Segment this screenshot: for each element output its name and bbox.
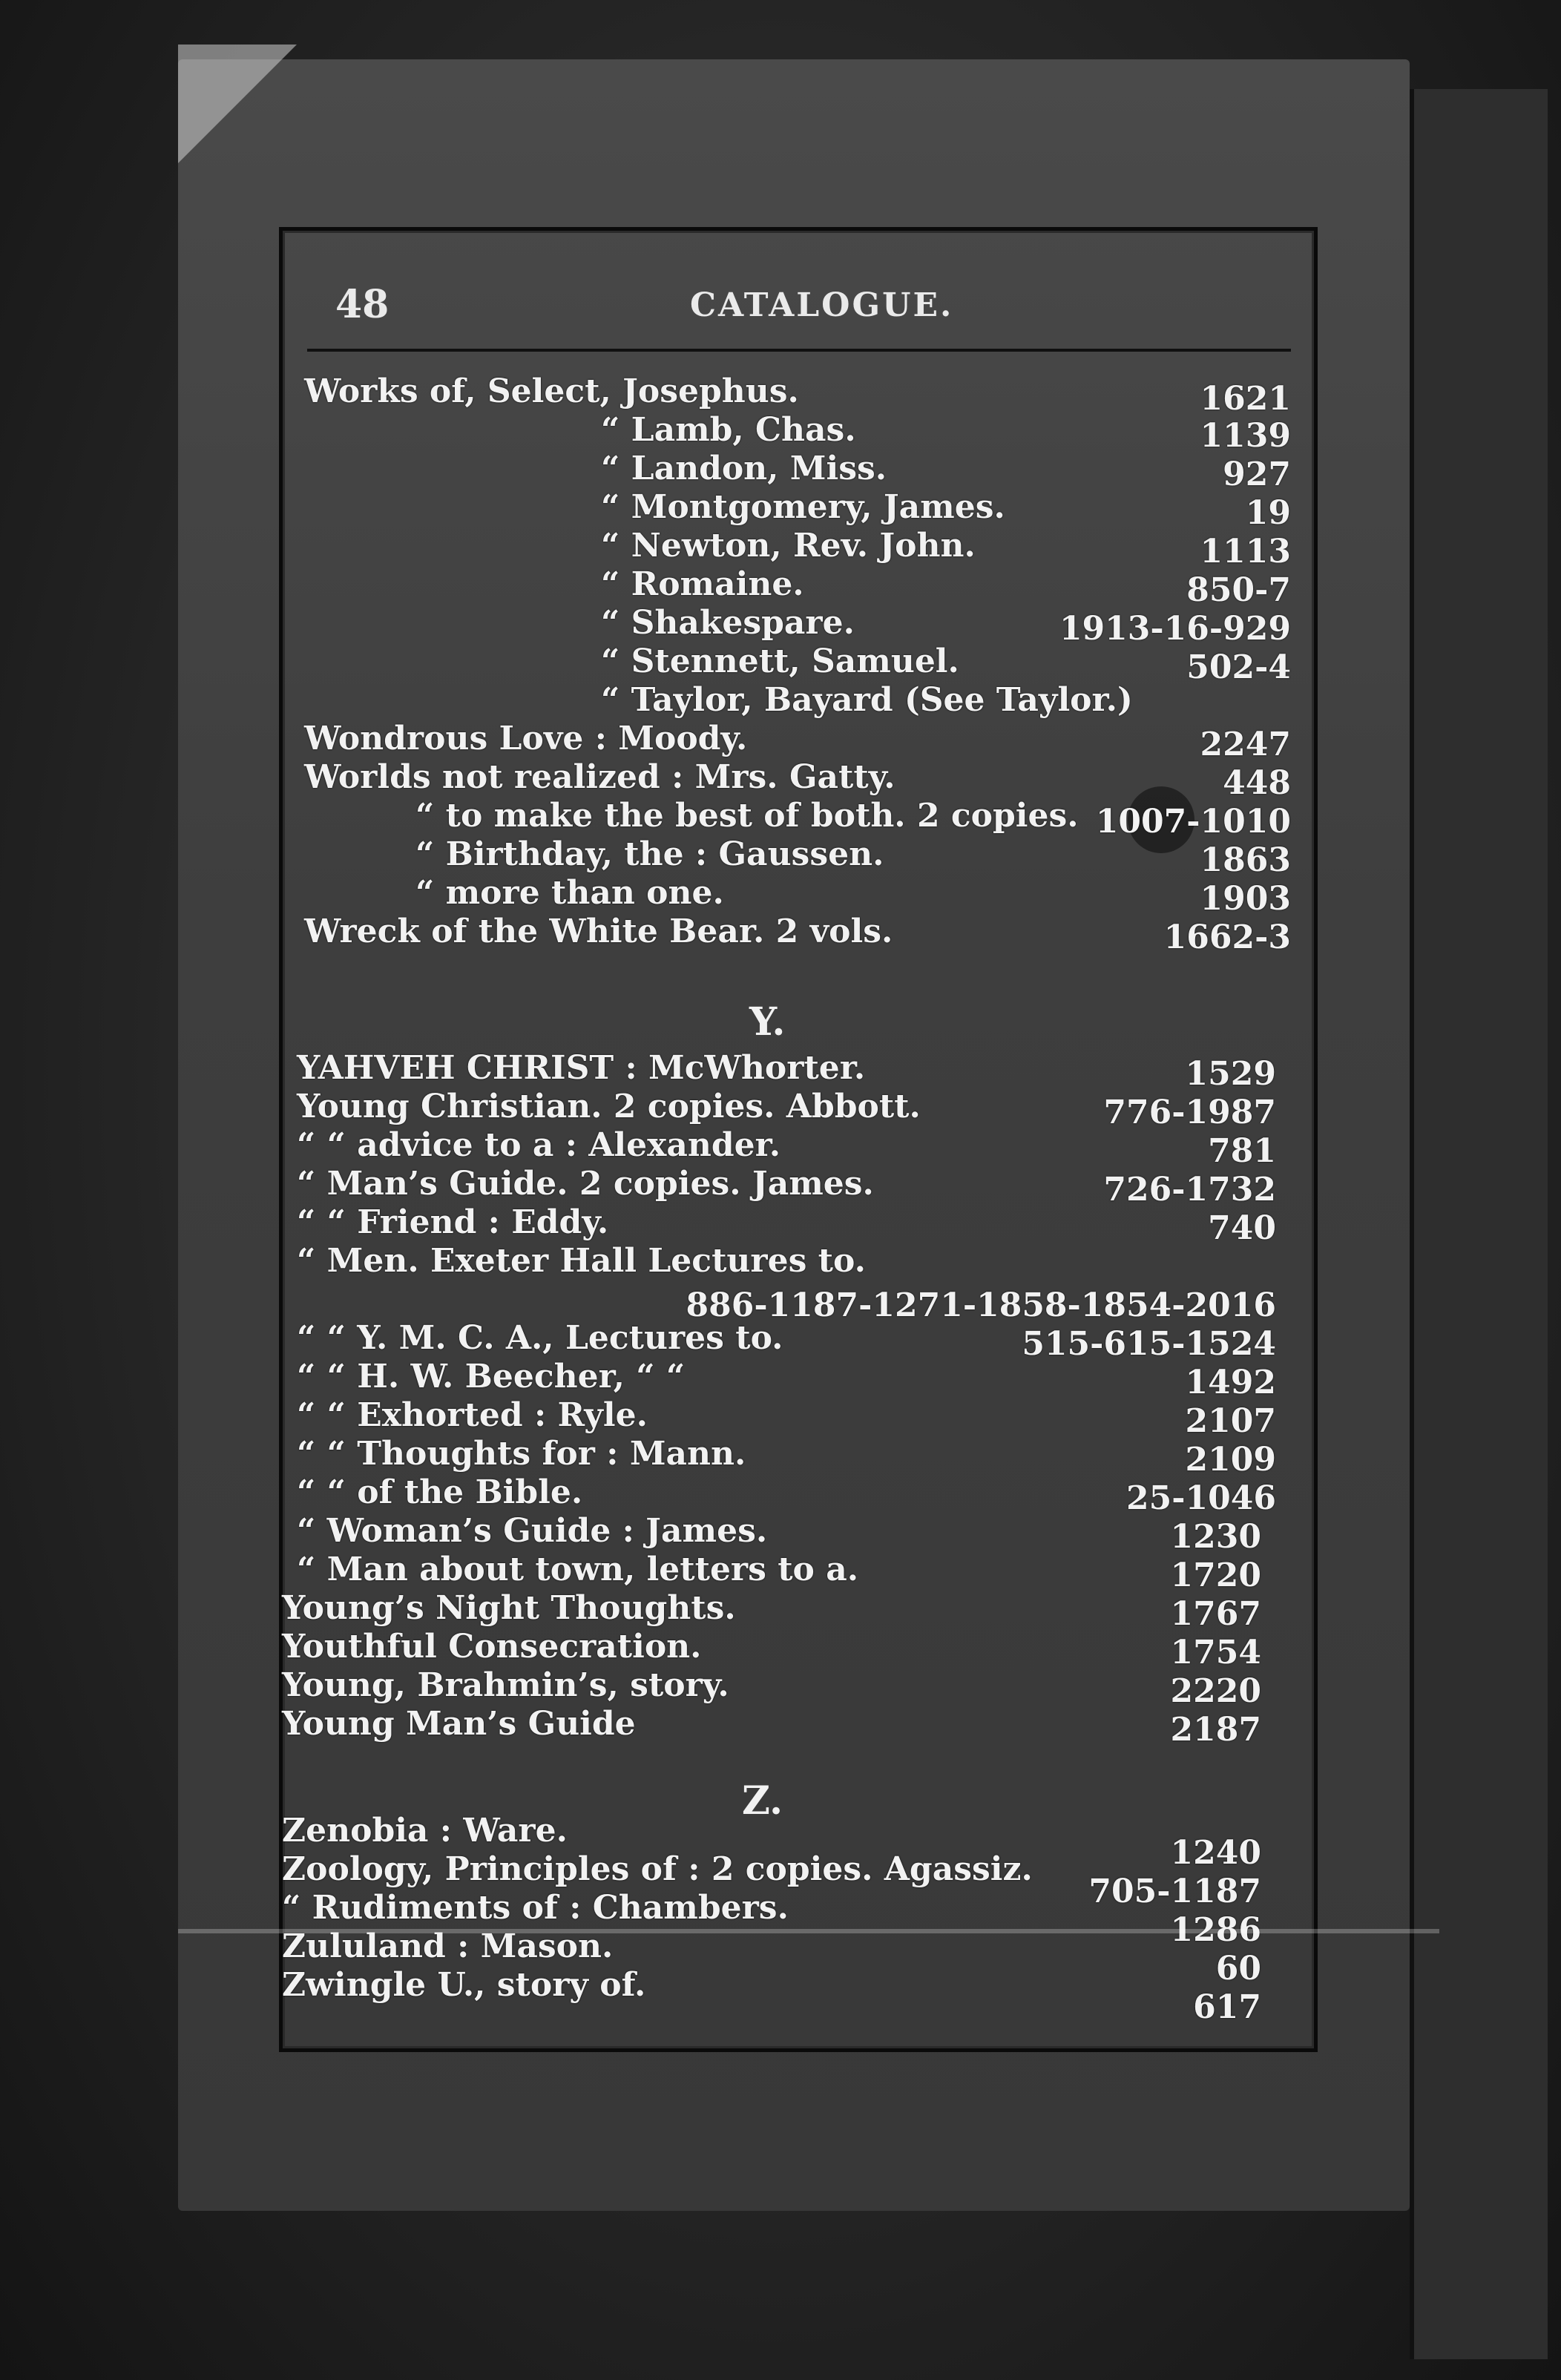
entry-title: Young’s Night Thoughts. bbox=[282, 1589, 736, 1627]
section-letter-z: Z. bbox=[742, 1778, 783, 1824]
entry-title: “ “ H. W. Beecher, “ “ bbox=[297, 1358, 686, 1396]
entry-number: 2107 bbox=[1185, 1402, 1276, 1440]
entry-title: “ “ Friend : Eddy. bbox=[297, 1203, 609, 1241]
entry-number: 2247 bbox=[1200, 726, 1291, 763]
entry-title: Worlds not realized : Mrs. Gatty. bbox=[304, 758, 895, 796]
entry-title: “ Rudiments of : Chambers. bbox=[282, 1889, 789, 1927]
entry-title: “ “ of the Bible. bbox=[297, 1473, 583, 1511]
entry-title: “ to make the best of both. 2 copies. bbox=[415, 797, 1079, 835]
entry-title: “ Stennett, Samuel. bbox=[601, 642, 959, 680]
entry-number: 1621 bbox=[1200, 380, 1291, 418]
entry-title: Works of, Select, Josephus. bbox=[304, 372, 799, 410]
entry-number: 2187 bbox=[1170, 1711, 1261, 1749]
entry-title: “ Men. Exeter Hall Lectures to. bbox=[297, 1242, 866, 1280]
entry-title: “ Newton, Rev. John. bbox=[601, 527, 976, 565]
running-head: CATALOGUE. bbox=[690, 286, 954, 324]
entry-number: 2220 bbox=[1170, 1672, 1261, 1710]
entry-number: 781 bbox=[1208, 1132, 1276, 1170]
entry-title: Zwingle U., story of. bbox=[282, 1966, 646, 2004]
entry-number: 515-615-1524 bbox=[1022, 1325, 1276, 1363]
entry-number: 1863 bbox=[1200, 841, 1291, 879]
entry-number: 1286 bbox=[1170, 1911, 1261, 1949]
entry-number: 2109 bbox=[1185, 1441, 1276, 1479]
entry-title: Zoology, Principles of : 2 copies. Agassiz. bbox=[282, 1850, 1033, 1888]
entry-number: 726-1732 bbox=[1103, 1171, 1276, 1209]
entry-number: 502-4 bbox=[1186, 648, 1291, 686]
entry-title: Young Christian. 2 copies. Abbott. bbox=[297, 1088, 921, 1125]
entry-title: “ Woman’s Guide : James. bbox=[297, 1512, 768, 1550]
entry-title: “ Man’s Guide. 2 copies. James. bbox=[297, 1165, 874, 1203]
entry-number: 1492 bbox=[1185, 1364, 1276, 1401]
entry-title: “ Birthday, the : Gaussen. bbox=[415, 835, 884, 873]
entry-title: “ “ Exhorted : Ryle. bbox=[297, 1396, 648, 1434]
entry-number: 60 bbox=[1215, 1950, 1261, 1988]
entry-title: Zululand : Mason. bbox=[282, 1927, 614, 1965]
entry-title: “ “ Thoughts for : Mann. bbox=[297, 1435, 746, 1473]
entry-number: 1720 bbox=[1170, 1556, 1261, 1594]
entry-number: 1240 bbox=[1170, 1834, 1261, 1872]
entry-number: 776-1987 bbox=[1103, 1094, 1276, 1131]
entry-title: “ “ Y. M. C. A., Lectures to. bbox=[297, 1319, 783, 1357]
entry-number: 1139 bbox=[1200, 417, 1291, 455]
entry-number: 1767 bbox=[1170, 1595, 1261, 1633]
entry-number: 1662-3 bbox=[1163, 918, 1291, 956]
entry-title: Young Man’s Guide bbox=[282, 1705, 636, 1743]
entry-number: 617 bbox=[1193, 1988, 1261, 2026]
entry-title: Youthful Consecration. bbox=[282, 1628, 702, 1666]
scan-line-artifact bbox=[178, 1929, 1439, 1933]
entry-number: 1903 bbox=[1200, 880, 1291, 918]
entry-title: Young, Brahmin’s, story. bbox=[282, 1666, 729, 1704]
entry-title: YAHVEH CHRIST : McWhorter. bbox=[297, 1049, 866, 1087]
entry-title: Wreck of the White Bear. 2 vols. bbox=[304, 913, 893, 950]
entry-number: 1913-16-929 bbox=[1059, 610, 1291, 648]
page-number: 48 bbox=[335, 282, 390, 327]
entry-title: “ Shakespare. bbox=[601, 604, 855, 642]
section-letter-y: Y. bbox=[749, 999, 786, 1045]
entry-title: “ Taylor, Bayard (See Taylor.) bbox=[601, 681, 1133, 719]
entry-number: 19 bbox=[1245, 494, 1291, 532]
entry-title: “ Lamb, Chas. bbox=[601, 411, 856, 449]
entry-title: “ Man about town, letters to a. bbox=[297, 1551, 859, 1588]
entry-number: 886-1187-1271-1858-1854-2016 bbox=[686, 1286, 1276, 1324]
entry-title: “ Montgomery, James. bbox=[601, 488, 1005, 526]
entry-number: 740 bbox=[1208, 1209, 1276, 1247]
entry-number: 1007-1010 bbox=[1095, 803, 1291, 841]
entry-number: 850-7 bbox=[1186, 571, 1291, 609]
entry-title: “ “ advice to a : Alexander. bbox=[297, 1126, 781, 1164]
entry-title: Zenobia : Ware. bbox=[282, 1812, 568, 1850]
entry-number: 1230 bbox=[1170, 1518, 1261, 1556]
entry-number: 927 bbox=[1223, 456, 1291, 493]
entry-title: Wondrous Love : Moody. bbox=[304, 720, 748, 757]
entry-title: “ more than one. bbox=[415, 874, 724, 912]
entry-title: “ Romaine. bbox=[601, 565, 804, 603]
entry-number: 1754 bbox=[1170, 1634, 1261, 1671]
entry-number: 705-1187 bbox=[1088, 1873, 1261, 1910]
entry-number: 1529 bbox=[1185, 1055, 1276, 1093]
entry-title: “ Landon, Miss. bbox=[601, 450, 887, 487]
entry-number: 25-1046 bbox=[1126, 1479, 1276, 1517]
entry-number: 1113 bbox=[1200, 533, 1291, 571]
entry-number: 448 bbox=[1223, 764, 1291, 802]
